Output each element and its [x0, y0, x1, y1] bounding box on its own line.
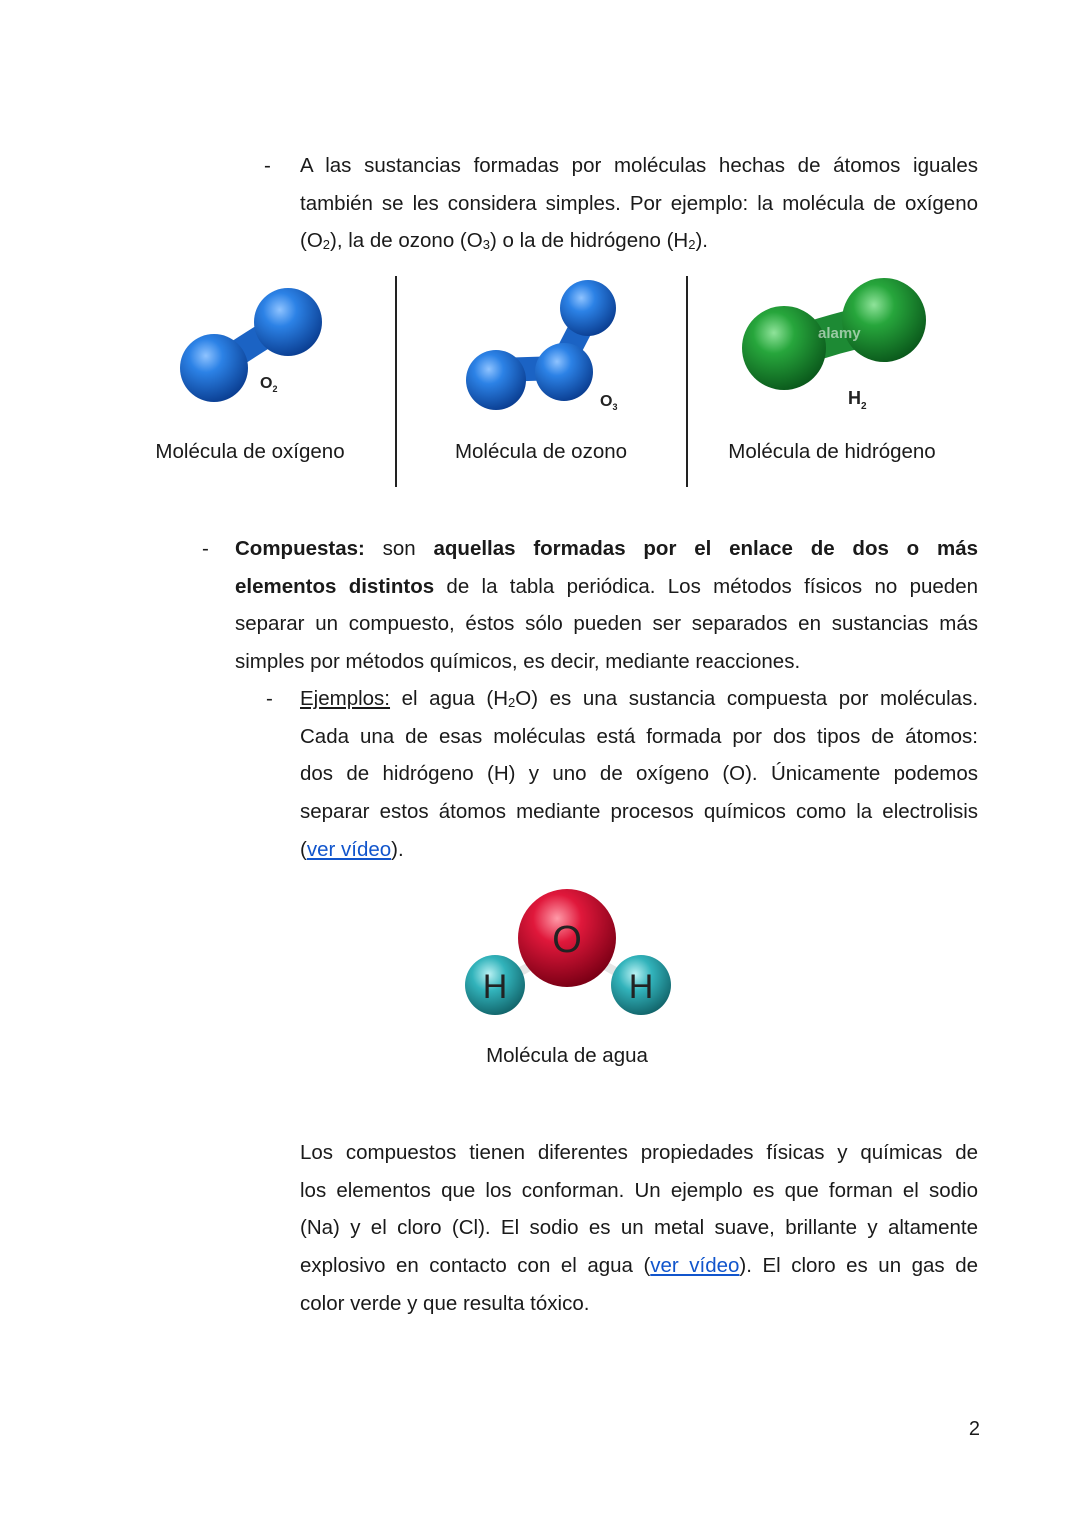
- intro-paragraph: [300, 147, 978, 260]
- text-line: Cada una de esas moléculas está formada por dos tipos de átomos:: [300, 724, 978, 748]
- text-line: $(O_2)$, la de ozono $(O_3)$ o la de hidrógeno $(H_2)$.: [300, 229, 709, 253]
- hydrogen-caption: Molécula de hidrógeno: [728, 440, 936, 463]
- video-link[interactable]: ver vídeo: [306, 837, 392, 861]
- text-line: A las sustancias formadas por moléculas hechas de átomos iguales: [300, 154, 978, 177]
- formula-label: $O_2$: [260, 375, 278, 394]
- column-divider: [395, 276, 397, 487]
- bullet-dash: -: [202, 537, 209, 560]
- video-link[interactable]: ver vídeo: [650, 1254, 740, 1278]
- atom-label-o: O: [552, 919, 582, 961]
- text-line: también se les considera simples. Por ejemplo: la molécula de oxígeno: [300, 191, 978, 215]
- oxygen-caption: Molécula de oxígeno: [155, 440, 345, 463]
- text-line: explosivo en contacto con el agua (ver vídeo). El cloro es un gas de: [300, 1254, 978, 1278]
- closing-paragraph: [300, 1134, 978, 1322]
- text-line: (ver vídeo).: [300, 837, 404, 861]
- formula-label: $H_2$: [848, 388, 867, 412]
- ozone-caption: Molécula de ozono: [454, 440, 628, 463]
- bullet-dash: -: [266, 687, 273, 710]
- water-caption: Molécula de agua: [486, 1044, 648, 1067]
- text-line: los elementos que los conforman. Un ejemplo es que forman el sodio: [300, 1178, 978, 1202]
- formula-label: $O_3$: [600, 393, 618, 412]
- oxygen-molecule-image: [170, 282, 340, 412]
- bullet-dash: -: [264, 154, 271, 177]
- ejemplos-paragraph: [300, 680, 978, 868]
- text-line: Ejemplos: el agua $(H_2O)$ es una sustancia compuesta por moléculas.: [300, 687, 979, 710]
- text-line: simples por métodos químicos, es decir, mediante reacciones.: [235, 650, 801, 674]
- text-line: dos de hidrógeno (H) y uno de oxígeno (O). Únicamente podemos: [300, 762, 978, 786]
- text-line: elementos distintos de la tabla periódica. Los métodos físicos no pueden: [235, 574, 978, 598]
- hydrogen-molecule-image: [736, 274, 936, 419]
- page-number: 2: [968, 1418, 980, 1440]
- atom-label-h: H: [482, 968, 508, 1006]
- column-divider: [686, 276, 688, 487]
- text-line: separar un compuesto, éstos sólo pueden ser separados en sustancias más: [235, 612, 978, 636]
- water-molecule-image: [455, 884, 685, 1024]
- compuestas-paragraph: [235, 530, 978, 681]
- ozone-molecule-image: [460, 276, 630, 416]
- atom-label-h: H: [628, 968, 654, 1006]
- text-line: separar estos átomos mediante procesos químicos como la electrolisis: [300, 800, 978, 824]
- text-line: color verde y que resulta tóxico.: [300, 1291, 590, 1315]
- watermark-text: alamy: [818, 325, 861, 342]
- text-line: Los compuestos tienen diferentes propiedades físicas y químicas de: [300, 1141, 978, 1164]
- text-line: (Na) y el cloro (Cl). El sodio es un metal suave, brillante y altamente: [300, 1216, 978, 1240]
- text-line: Compuestas: son aquellas formadas por el enlace de dos o más: [235, 537, 978, 560]
